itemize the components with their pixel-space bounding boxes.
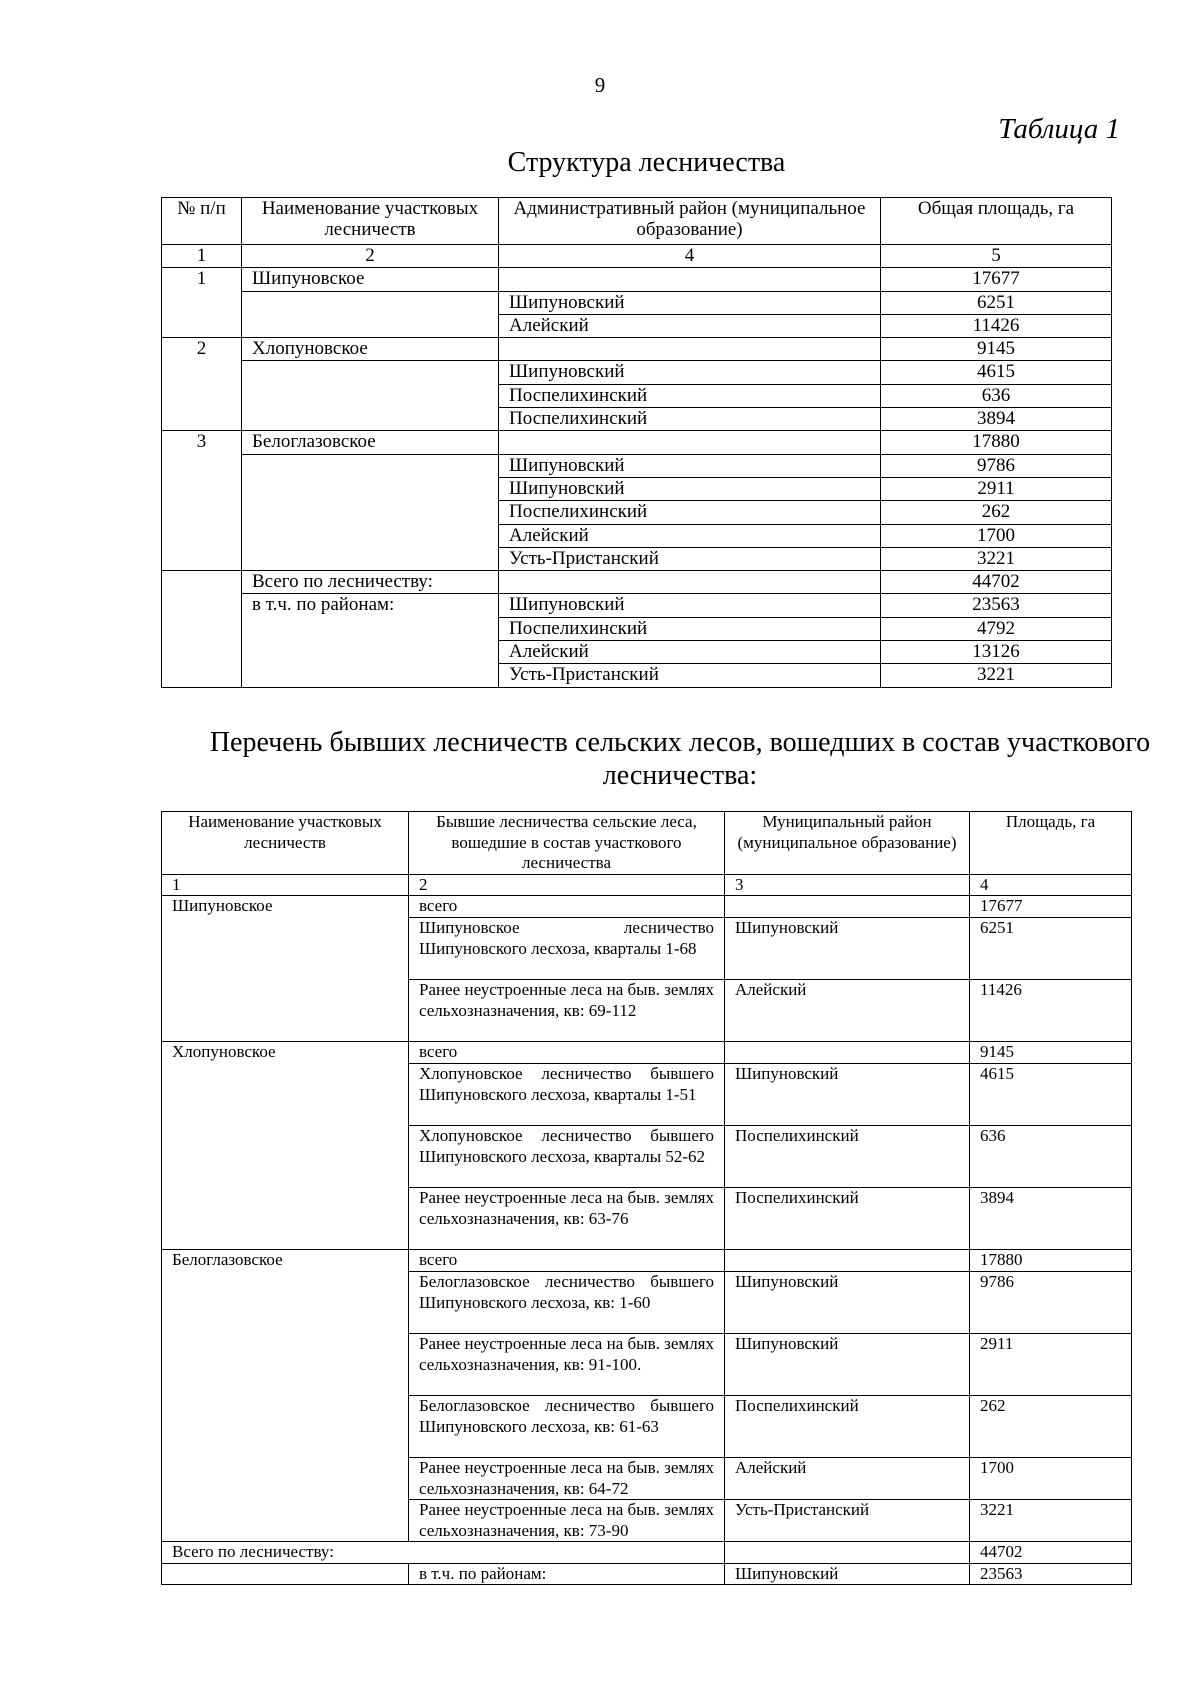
- former-forestry-cell: Шипуновское лесничество Шипуновского лесхоза, кварталы 1-68: [409, 918, 725, 980]
- former-forestry-cell: Хлопуновское лесничество бывшего Шипуновского лесхоза, кварталы 1-51: [409, 1064, 725, 1126]
- district-cell: Шипуновский: [499, 454, 881, 477]
- area-cell: 4615: [970, 1064, 1132, 1126]
- district-cell: Усть-Пристанский: [499, 547, 881, 570]
- district-header: Муниципальный район (муниципальное образование): [725, 812, 970, 875]
- by-district-row: [162, 1563, 1132, 1585]
- former-forestry-cell: Ранее неустроенные леса на быв. землях сельхозназначения, кв: 91-100.: [409, 1334, 725, 1396]
- total-row: [162, 1542, 1132, 1564]
- former-forestries-table: [161, 811, 1132, 1585]
- total-area: 44702: [970, 1542, 1132, 1564]
- table-row: [162, 268, 1112, 291]
- column-number-cell: 4: [970, 874, 1132, 896]
- district-cell: Шипуновский: [499, 361, 881, 384]
- former-forestry-cell: Белоглазовское лесничество бывшего Шипуновского лесхоза, кв: 1-60: [409, 1272, 725, 1334]
- district-cell: Шипуновский: [725, 918, 970, 980]
- area-header: Площадь, га: [970, 812, 1132, 875]
- area-cell: 636: [970, 1126, 1132, 1188]
- area-cell: 23563: [970, 1563, 1132, 1585]
- district-cell: Поспелихинский: [725, 1126, 970, 1188]
- area-cell: 9786: [970, 1272, 1132, 1334]
- area-cell: 23563: [881, 594, 1112, 617]
- forestry-name: Хлопуновское: [162, 1042, 409, 1250]
- by-district-label: в т.ч. по районам:: [242, 594, 499, 687]
- column-number-row: [162, 245, 1112, 268]
- column-number-cell: 1: [162, 245, 242, 268]
- forestry-structure-table: [161, 197, 1112, 688]
- area-cell: 17880: [970, 1250, 1132, 1272]
- district-cell: [725, 1042, 970, 1064]
- column-number-cell: 2: [409, 874, 725, 896]
- former-forestry-cell: Белоглазовское лесничество бывшего Шипуновского лесхоза, кв: 61-63: [409, 1396, 725, 1458]
- area-cell: 9145: [881, 338, 1112, 361]
- area-cell: 6251: [881, 291, 1112, 314]
- table-row: [162, 1042, 1132, 1064]
- area-cell: 17677: [970, 896, 1132, 918]
- area-cell: 17677: [881, 268, 1112, 291]
- district-cell: [499, 571, 881, 594]
- table-row: [162, 431, 1112, 454]
- table-row: [162, 361, 1112, 384]
- row-number: 2: [162, 338, 242, 431]
- district-cell: [499, 268, 881, 291]
- area-cell: 13126: [881, 641, 1112, 664]
- total-row: [162, 571, 1112, 594]
- district-cell: [499, 338, 881, 361]
- district-cell: Алейский: [725, 980, 970, 1042]
- area-cell: 2911: [970, 1334, 1132, 1396]
- district-cell: Алейский: [499, 641, 881, 664]
- column-number-cell: 1: [162, 874, 409, 896]
- by-district-row: [162, 594, 1112, 617]
- forestry-name: Белоглазовское: [242, 431, 499, 454]
- table-row: [162, 338, 1112, 361]
- table-row: [162, 454, 1112, 477]
- district-cell: Шипуновский: [725, 1272, 970, 1334]
- total-word: всего: [409, 1042, 725, 1064]
- district-cell: Алейский: [499, 524, 881, 547]
- forestry-name: [242, 291, 499, 338]
- area-cell: 262: [970, 1396, 1132, 1458]
- forestry-name: Белоглазовское: [162, 1250, 409, 1542]
- total-label: Всего по лесничеству:: [162, 1542, 725, 1564]
- row-number: [162, 571, 242, 687]
- area-cell: 3221: [881, 547, 1112, 570]
- table2-title: Перечень бывших лесничеств сельских лесов, вошедших в состав участкового лесничества:: [209, 727, 1151, 791]
- forestry-name: Хлопуновское: [242, 338, 499, 361]
- former-forestry-cell: Ранее неустроенные леса на быв. землях сельхозназначения, кв: 73-90: [409, 1500, 725, 1542]
- table-header-row: [162, 812, 1132, 875]
- total-word: всего: [409, 896, 725, 918]
- table1-title: Структура лесничества: [507, 147, 786, 178]
- forestry-name: [242, 454, 499, 570]
- area-cell: 6251: [970, 918, 1132, 980]
- page-number: 9: [594, 73, 606, 97]
- district-cell: Алейский: [499, 314, 881, 337]
- former-forestry-cell: Ранее неустроенные леса на быв. землях сельхозназначения, кв: 63-76: [409, 1188, 725, 1250]
- row-number: 3: [162, 431, 242, 571]
- district-cell: Усть-Пристанский: [725, 1500, 970, 1542]
- area-cell: 11426: [970, 980, 1132, 1042]
- table-header-row: [162, 198, 1112, 245]
- district-cell: [725, 896, 970, 918]
- total-label: Всего по лесничеству:: [242, 571, 499, 594]
- area-cell: 3221: [881, 664, 1112, 687]
- district-cell: Поспелихинский: [499, 501, 881, 524]
- table-row: [162, 896, 1132, 918]
- column-number-cell: 3: [725, 874, 970, 896]
- district-cell: Поспелихинский: [499, 408, 881, 431]
- district-cell: Шипуновский: [499, 477, 881, 500]
- area-cell: 2911: [881, 477, 1112, 500]
- row-number: 1: [162, 268, 242, 338]
- former-forestry-cell: Хлопуновское лесничество бывшего Шипуновского лесхоза, кварталы 52-62: [409, 1126, 725, 1188]
- area-cell: 4615: [881, 361, 1112, 384]
- num-header: № п/п: [162, 198, 242, 245]
- column-number-cell: 5: [881, 245, 1112, 268]
- district-cell: Шипуновский: [725, 1064, 970, 1126]
- district-cell: Алейский: [725, 1458, 970, 1500]
- area-cell: 3894: [881, 408, 1112, 431]
- area-cell: 11426: [881, 314, 1112, 337]
- table-row: [162, 1250, 1132, 1272]
- district-cell: Усть-Пристанский: [499, 664, 881, 687]
- district-cell: Поспелихинский: [725, 1396, 970, 1458]
- area-cell: 3894: [970, 1188, 1132, 1250]
- column-number-cell: 4: [499, 245, 881, 268]
- district-cell: [725, 1542, 970, 1564]
- district-cell: Шипуновский: [725, 1334, 970, 1396]
- district-cell: Шипуновский: [499, 291, 881, 314]
- district-cell: Поспелихинский: [499, 384, 881, 407]
- name-header: Наименование участковых лесничеств: [162, 812, 409, 875]
- district-cell: Поспелихинский: [725, 1188, 970, 1250]
- table-row: [162, 291, 1112, 314]
- district-cell: Поспелихинский: [499, 617, 881, 640]
- area-cell: 4792: [881, 617, 1112, 640]
- area-cell: 9145: [970, 1042, 1132, 1064]
- former-forestry-cell: Ранее неустроенные леса на быв. землях сельхозназначения, кв: 64-72: [409, 1458, 725, 1500]
- district-cell: [725, 1250, 970, 1272]
- district-cell: [499, 431, 881, 454]
- column-number-cell: 2: [242, 245, 499, 268]
- name-header: Наименование участковых лесничеств: [242, 198, 499, 245]
- former-forestry-cell: Ранее неустроенные леса на быв. землях сельхозназначения, кв: 69-112: [409, 980, 725, 1042]
- area-cell: 262: [881, 501, 1112, 524]
- forestry-name: Шипуновское: [242, 268, 499, 291]
- area-cell: 636: [881, 384, 1112, 407]
- district-cell: Шипуновский: [725, 1563, 970, 1585]
- area-cell: 1700: [881, 524, 1112, 547]
- total-area: 44702: [881, 571, 1112, 594]
- former-forestry-header: Бывшие лесничества сельские леса, вошедшие в состав участкового лесничества: [409, 812, 725, 875]
- empty-cell: [162, 1563, 409, 1585]
- by-district-label: в т.ч. по районам:: [409, 1563, 725, 1585]
- forestry-name: [242, 361, 499, 431]
- area-cell: 9786: [881, 454, 1112, 477]
- area-cell: 1700: [970, 1458, 1132, 1500]
- area-cell: 17880: [881, 431, 1112, 454]
- district-cell: Шипуновский: [499, 594, 881, 617]
- column-number-row: [162, 874, 1132, 896]
- total-word: всего: [409, 1250, 725, 1272]
- forestry-name: Шипуновское: [162, 896, 409, 1042]
- district-header: Административный район (муниципальное образование): [499, 198, 881, 245]
- table-label: Таблица 1: [998, 113, 1120, 145]
- area-header: Общая площадь, га: [881, 198, 1112, 245]
- area-cell: 3221: [970, 1500, 1132, 1542]
